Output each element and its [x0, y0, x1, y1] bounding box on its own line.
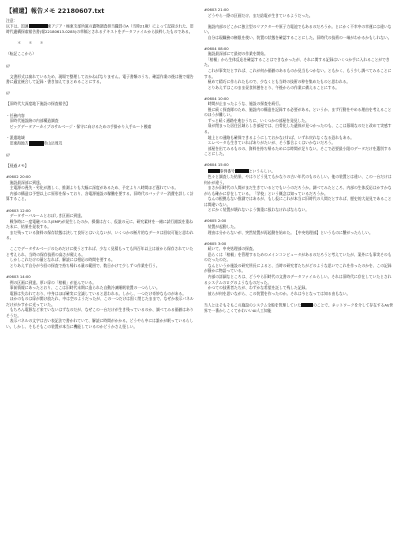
text-line: [204, 69, 394, 80]
text-line: [204, 36, 394, 42]
text-segment: とにかく装置が壊れないよう慎重に扱わなければならない。: [204, 208, 310, 213]
text-segment: まだ残っている資料の保存状態は決して良好とはいえないが、いくつかの断片的なデータは回収可能と思われる。: [6, 230, 194, 241]
text-segment: #0604 10:00: [204, 96, 229, 101]
text-line: [204, 58, 394, 69]
text-segment: ///: [6, 153, 10, 158]
text-line: [6, 247, 196, 258]
text-segment: #0604 15:00: [204, 163, 229, 168]
text-segment: 時間が止まったような、施設の探査を続行。: [204, 102, 283, 107]
text-segment: #0604 08:00: [204, 46, 229, 51]
text-segment: 扉が閉まった居住区域らしき部屋では、白骨化した遺体が見つかったのも、ここは墓場なのだと改めて実感する。: [204, 124, 392, 135]
text-segment: 旧東海地方: [6, 141, 29, 146]
text-segment: ビッグデータアーカイブのサルベージ・保守に向けるための手掛かり入手ルート模索: [6, 124, 152, 129]
text-segment: 戦争時に一度電磁パルス(EMP)が発生したのか、損傷は古く、仮説の元に、研究素材を一緒に試行錯誤を重ねた末に、結果を発表する。: [6, 219, 193, 230]
redaction-bar: [208, 169, 220, 173]
text-line: [6, 220, 196, 231]
text-line: [204, 197, 394, 208]
document-title: 【補遺】報告メモ 22180607.txt: [6, 8, 105, 15]
text-line: [6, 308, 196, 319]
text-segment: 事例番号: [219, 169, 235, 174]
text-segment: ///: [6, 63, 10, 68]
text-line: [204, 253, 394, 264]
text-segment: 後に続く探査隊のため、施設内の構造を記録する必要がある。というか、まず行動をやめる理由を考えることのほうが難しい。: [204, 107, 392, 118]
text-segment: ///: [6, 91, 10, 96]
text-segment: 旧時代施設跡の内部構造調査: [6, 119, 59, 124]
text-segment: 「棺桶」から生体反応を確認することはできなかったが、それに関する記録はいくつか手に入れることができた。: [204, 57, 390, 68]
text-segment: 東アジア・極東支部所属の遺物調査担当職員のA（当時21歳）によって記録された、旧時代遺構探索報告書(報22180613-0285)の草稿とされるテキストをデータファイルから抜粋したものである。: [6, 24, 194, 35]
text-segment: なんというか施設の研究所長によると、当時の研究者たちがどのような思いでこれを作ったのかを、この記録が静かに物語っている。: [204, 263, 392, 274]
text-segment: かつての技術者たちが、わずかな希望を託して残した記録。: [204, 286, 310, 291]
text-line: [6, 231, 196, 242]
redaction-bar: [29, 141, 44, 145]
right-column: [204, 8, 394, 554]
text-segment: データサーバルームとおぼしき区画に到達。: [6, 214, 85, 219]
text-segment: 【旧時代大深度地下施設の探査報告】: [6, 102, 70, 107]
text-line: [6, 24, 196, 36]
text-segment: 表示パネルの文字は古い表記法で書かれていて、解読に時間がかかる。どうやら中には誰かが眠っているらしい。しかし、そもそもこの装置が本当に機能しているのかどうかさえ怪しい。: [6, 319, 194, 329]
text-segment: 恐らくは「棺桶」を管理するためのメインコンピュータがあるのだろうと考えていたが、案外にも事実そのものだったのだ。: [204, 252, 392, 263]
text-segment: 【経過メモ】: [6, 164, 29, 169]
text-segment: 内部の詳細なところは、どうやら旧時代の文書のデータファイルらしい。それは旧時代に存在していたとされるシステムのログのようなものだった。: [204, 274, 392, 285]
text-segment: どうやら一際の区画だけ、まだ給電が生きているようだった。: [204, 13, 313, 18]
text-segment: 注意：: [6, 18, 18, 23]
text-segment: 電源は失われており、中身はほぼ確実に全滅していると思われる。しかし、一つだけ奇妙なものがある。: [6, 291, 187, 296]
text-segment: というらしい。: [248, 169, 276, 174]
text-segment: 以下は、国連: [6, 24, 29, 29]
text-segment: もちろん電源など来ていないはずなのだが、なぜこの一台だけが生き残っているのか、調べてみる価値はありそうだ。: [6, 308, 194, 318]
text-segment: ＊ ＊ ＊: [6, 41, 44, 46]
text-segment: まさか旧時代の人間がまだ生きているとでもいうのだろうか。調べてみたところ、内部の生体反応はかすかながらも確かに存在している。「学校」という概念は知っているだろうか。: [204, 186, 392, 196]
text-segment: ほかのものは扉が開け放たれ、中は空のようだったが、この一つだけは固く閉じたままで、なぜか表示パネルだけがかすかに光っていた。: [6, 297, 194, 307]
text-segment: ここでデータサルベージのためだけに使うとすれば、少なく見積もっても四百年以上は前から保存されていたと考えられ、当時の保存技術の高さが窺える。: [6, 247, 194, 257]
text-segment: 色々と調査した結果、やはりどう見てもかなりの古い年代のものらしい。他の装置とは違い、この一台だけは何かが違う。: [204, 175, 392, 185]
text-segment: 彼らが何を思いながら、この装置を作ったのか。それは今となっては知る由もない。: [204, 291, 351, 296]
text-segment: とりあえずはこのまま昼食休憩をとり、午後からの作業に備えることにする。: [204, 85, 340, 90]
text-segment: ・任務内容: [6, 113, 25, 118]
text-line: [204, 303, 394, 315]
text-segment: 事前情報にあったとおり、ここは旧時代末期に造られた自動冷凍睡眠装置の一つらしい。: [6, 286, 160, 291]
text-segment: #0603 21:00: [204, 8, 229, 12]
text-segment: 部屋を出てみるものの、資料を持ち帰るためには時間が足りない。そこで必要最小限のデータだけを選別することにした。: [204, 146, 392, 157]
redaction-bar: [29, 24, 48, 28]
text-segment: 自分は現職務の権限を使い、装置の状態を確認することにした。旧時代の技術の一端がわかるかもしれない。: [204, 35, 392, 40]
text-line: [204, 175, 394, 186]
text-segment: 文書形式は崩れているため、現場で整理しておかねばなりません。電子書類のうち、確認作業の後は後で報告書に適宜統合して記録・書き加えてまとめることにする。: [6, 74, 194, 85]
text-segment: 施設内部のどこかに独立型のリアクターや原子力電池でもあるのだろうか。とにかく不幸中の幸運には違いない。: [204, 24, 392, 35]
text-line: [204, 264, 394, 275]
text-segment: ずっと続く通路を進むうちに、いくつかの部屋を発見した。: [204, 118, 309, 123]
text-segment: 装置が起動した。: [204, 225, 238, 230]
text-segment: 施設最深部に到達。: [6, 180, 44, 185]
text-line: [6, 319, 196, 330]
text-segment: とりあえず自分が今回の探査で持ち帰れる量の範囲で、数日かけて少しずつ作業を行う。: [6, 263, 160, 268]
text-segment: #0602 20:00: [6, 175, 31, 180]
text-segment: 理由は分からないが、突然装置が再起動を始めた。【中央処理部】というものに繋がったらしい。: [204, 230, 373, 235]
text-segment: 当人とはそもそもこの施設のシステム全般を管理していた: [204, 303, 302, 308]
text-line: [204, 25, 394, 36]
text-segment: #0605 2:00: [204, 219, 227, 224]
text-segment: 施設最深部にて最初の作業を開始。: [204, 52, 268, 57]
text-segment: エレベータも生きていればありがたいが、そう都合よくはいかないだろう。: [204, 141, 336, 146]
text-segment: （転記ここから）: [6, 52, 37, 57]
left-column: [6, 8, 196, 554]
text-segment: これが事実だとすれば、これが何か価値のあるものか見当もつかない。ともかく、もう少し調べてみることにする。: [204, 69, 392, 79]
redaction-bar: [235, 169, 249, 173]
text-segment: ・派遣地域: [6, 135, 25, 140]
text-segment: #0603 12:00: [6, 208, 31, 213]
text-segment: 例の区画に到達。厚い扉の「棺桶」が並んでいる。: [6, 280, 97, 285]
text-segment: 続いて、中央処理部の探査。: [204, 247, 257, 252]
text-segment: 内部の構造は予想以上に原形を保っており、各電源施設の稼働を要する。旧時代のバッテリー消費を詳しく計算すること。: [6, 191, 194, 202]
text-segment: #0603 14:00: [6, 275, 31, 280]
text-line: [204, 186, 394, 197]
redaction-bar: [301, 303, 313, 307]
text-segment: 地上との通路も確保できるようにしておかなければ、いずれ戻れなくなる恐れもある。: [204, 135, 355, 140]
text-segment: 極めて精巧に作られたもので、少なくとも当時の技術の粋を集めたものと思われる。: [204, 80, 351, 85]
text-line: [6, 75, 196, 86]
text-segment: のことで、ネットワークを介して存在するAI/世界で一番かしこくてかわいいAI人工知能: [204, 303, 394, 313]
text-line: [204, 275, 394, 286]
text-line: [6, 192, 196, 203]
text-line: [204, 231, 394, 237]
text-segment: しかしこれだけの量となれば、解読には相応の時間を要する。: [6, 258, 115, 263]
text-line: [204, 124, 394, 135]
text-line: [6, 297, 196, 308]
text-segment: なんの根拠もない推測ではあるが、もし仮にこれが本当に旧時代の人間だとすれば、歴史的大発見であることは間違いない。: [204, 197, 392, 207]
text-line: [204, 108, 394, 119]
text-line: [204, 147, 394, 158]
text-segment: #0605 3:00: [204, 241, 227, 246]
text-segment: 主電源の喪失・劣化が激しく、推測よりも大幅に深度があるため、予定より八時間ほど遅れている。: [6, 186, 179, 191]
text-segment: 市山岳周辺: [43, 141, 63, 146]
